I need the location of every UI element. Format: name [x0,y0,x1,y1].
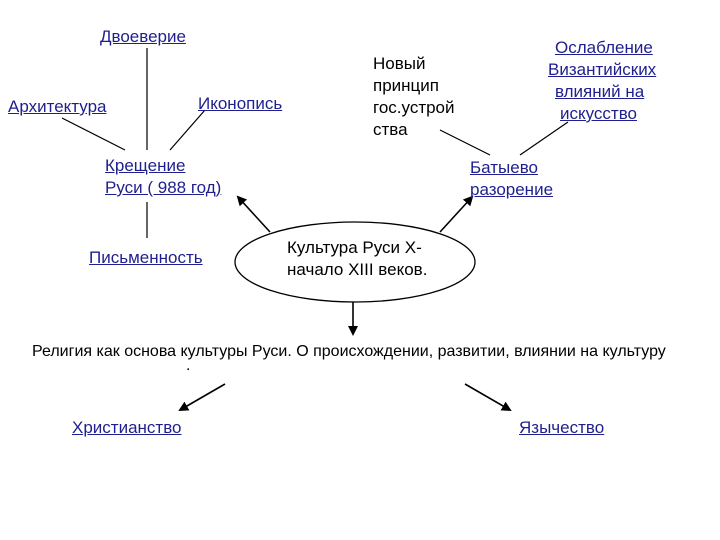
kreshchenie-label-line2[interactable]: Руси ( 988 год) [105,178,222,197]
connector-novy-batyevo [440,130,490,155]
oslablenie-line2[interactable]: Византийских [548,60,657,79]
novy-principle-line3: гос.устрой [373,98,455,117]
novy-principle-line2: принцип [373,76,439,95]
arkhitektura-label[interactable]: Архитектура [8,97,107,116]
connector-oslablenie-batyevo [520,122,568,155]
arrow-to-kreshchenie [238,197,270,232]
arrow-to-yazychestvo [465,384,510,410]
dvoeverie-label[interactable]: Двоеверие [100,27,186,46]
connector-ikonopis-kreshchenie [170,110,205,150]
yazychestvo-label[interactable]: Язычество [519,418,605,437]
batyevo-line2[interactable]: разорение [470,180,554,199]
arrow-to-batyevo [440,197,472,232]
connector-arkhitektura-kreshchenie [62,118,125,150]
pismennost-label[interactable]: Письменность [89,248,203,267]
oslablenie-line3[interactable]: влияний на [555,82,645,101]
batyevo-line1[interactable]: Батыево [470,158,538,177]
novy-principle-line1: Новый [373,54,426,73]
oslablenie-line1[interactable]: Ослабление [555,38,653,57]
khristianstvo-label[interactable]: Христианство [72,418,182,437]
oslablenie-line4[interactable]: искусство [560,104,638,123]
kreshchenie-label-line1[interactable]: Крещение [105,156,186,175]
arrow-to-khristianstvo [180,384,225,410]
center-title-line1: Культура Руси X- [287,238,422,257]
ikonopis-label[interactable]: Иконопись [198,94,283,113]
novy-principle-line4: ства [373,120,408,139]
center-title-line2: начало XIII веков. [287,260,428,279]
religion-statement: Религия как основа культуры Руси. О происхождении, развитии, влиянии на культуру [32,343,666,360]
religion-dot: . [186,357,191,374]
center-title [287,237,427,281]
